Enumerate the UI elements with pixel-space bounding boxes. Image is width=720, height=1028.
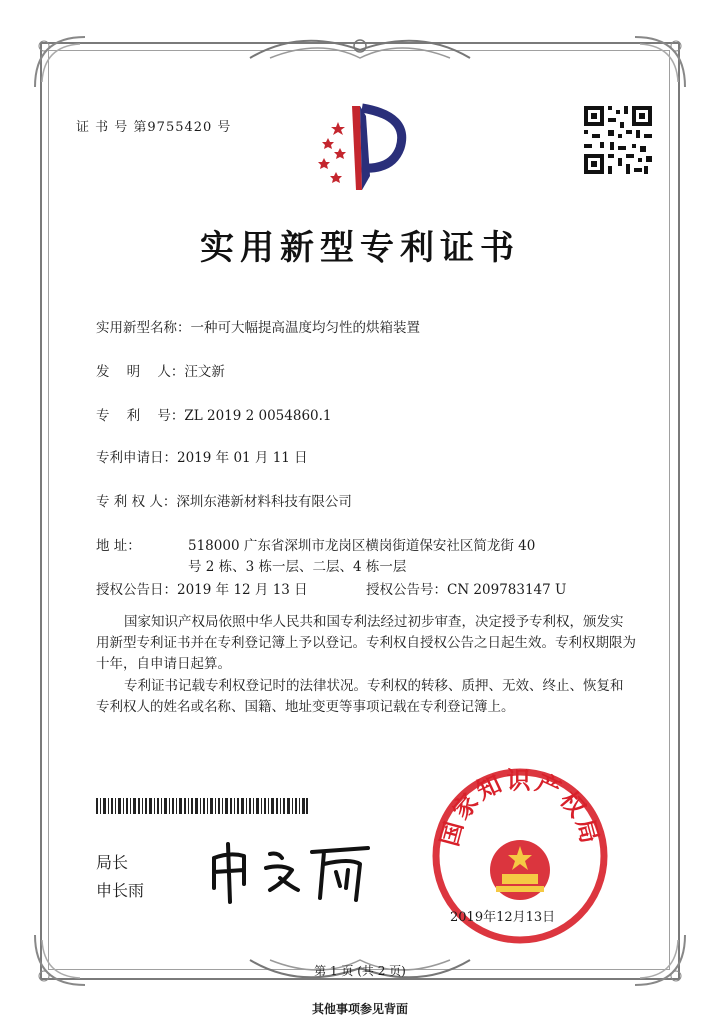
- patent-number-label: 专 利 号：: [96, 408, 185, 424]
- grant-date-label: 授权公告日：: [96, 582, 177, 598]
- page-indicator: 第 1 页 (共 2 页): [314, 964, 406, 978]
- corner-ornament-icon: [630, 32, 690, 92]
- seal-date: 2019年12月13日: [450, 910, 556, 925]
- certificate-number: 证 书 号 第9755420 号: [76, 120, 232, 135]
- seal-text: 国家知识产权局: [435, 766, 605, 850]
- inventor-row: [96, 360, 225, 380]
- barcode-icon: [96, 798, 308, 814]
- inventor-value: 汪文新: [184, 364, 225, 380]
- director-signature-icon: [200, 828, 380, 908]
- grant-number-row: [366, 578, 566, 598]
- address-line-1: 518000 广东省深圳市龙岗区横岗街道保安社区简龙街 40: [188, 538, 536, 554]
- patent-number-value: ZL 2019 2 0054860.1: [184, 408, 332, 424]
- patentee-row: [96, 490, 352, 510]
- grant-number-label: 授权公告号：: [366, 582, 447, 598]
- application-date-value: 2019 年 01 月 11 日: [177, 450, 308, 466]
- utility-model-name-value: 一种可大幅提高温度均匀性的烘箱装置: [190, 320, 420, 336]
- top-ornament-icon: [240, 28, 480, 68]
- grant-statement-paragraph: 国家知识产权局依照中华人民共和国专利法经过初步审查，决定授予专利权，颁发实用新型专利证书并在专利登记簿上予以登记。专利权自授权公告之日起生效。专利权期限为十年，自申请日起算。: [96, 614, 636, 672]
- corner-ornament-icon: [30, 930, 90, 990]
- legal-status-paragraph: 专利证书记载专利权登记时的法律状况。专利权的转移、质押、无效、终止、恢复和专利权人的姓名或名称、国籍、地址变更等事项记载在专利登记簿上。: [96, 678, 624, 715]
- address-line-2: 号 2 栋、3 栋一层、二层、4 栋一层: [188, 559, 407, 575]
- patent-number-row: [96, 404, 332, 424]
- grant-date-value: 2019 年 12 月 13 日: [177, 582, 308, 598]
- certificate-title: 实用新型专利证书: [200, 228, 520, 268]
- cnipa-logo-icon: [300, 96, 420, 196]
- director-title: 局长: [96, 853, 129, 872]
- utility-model-name-label: 实用新型名称：: [96, 320, 191, 336]
- director-name: 申长雨: [96, 881, 145, 900]
- inventor-label: 发 明 人：: [96, 364, 185, 380]
- svg-text:国家知识产权局: [435, 766, 604, 849]
- qr-code-icon: [582, 104, 654, 176]
- patentee-label: 专 利 权 人：: [96, 494, 177, 510]
- patentee-value: 深圳东港新材料科技有限公司: [176, 494, 352, 510]
- grant-number-value: CN 209783147 U: [447, 582, 567, 598]
- footer-note: 其他事项参见背面: [311, 1002, 408, 1016]
- corner-ornament-icon: [30, 32, 90, 92]
- utility-model-name-row: [96, 316, 420, 336]
- address-label: 地 址：: [96, 538, 141, 554]
- grant-date-row: [96, 578, 308, 598]
- application-date-label: 专利申请日：: [96, 450, 177, 466]
- application-date-row: [96, 446, 308, 466]
- corner-ornament-icon: [630, 930, 690, 990]
